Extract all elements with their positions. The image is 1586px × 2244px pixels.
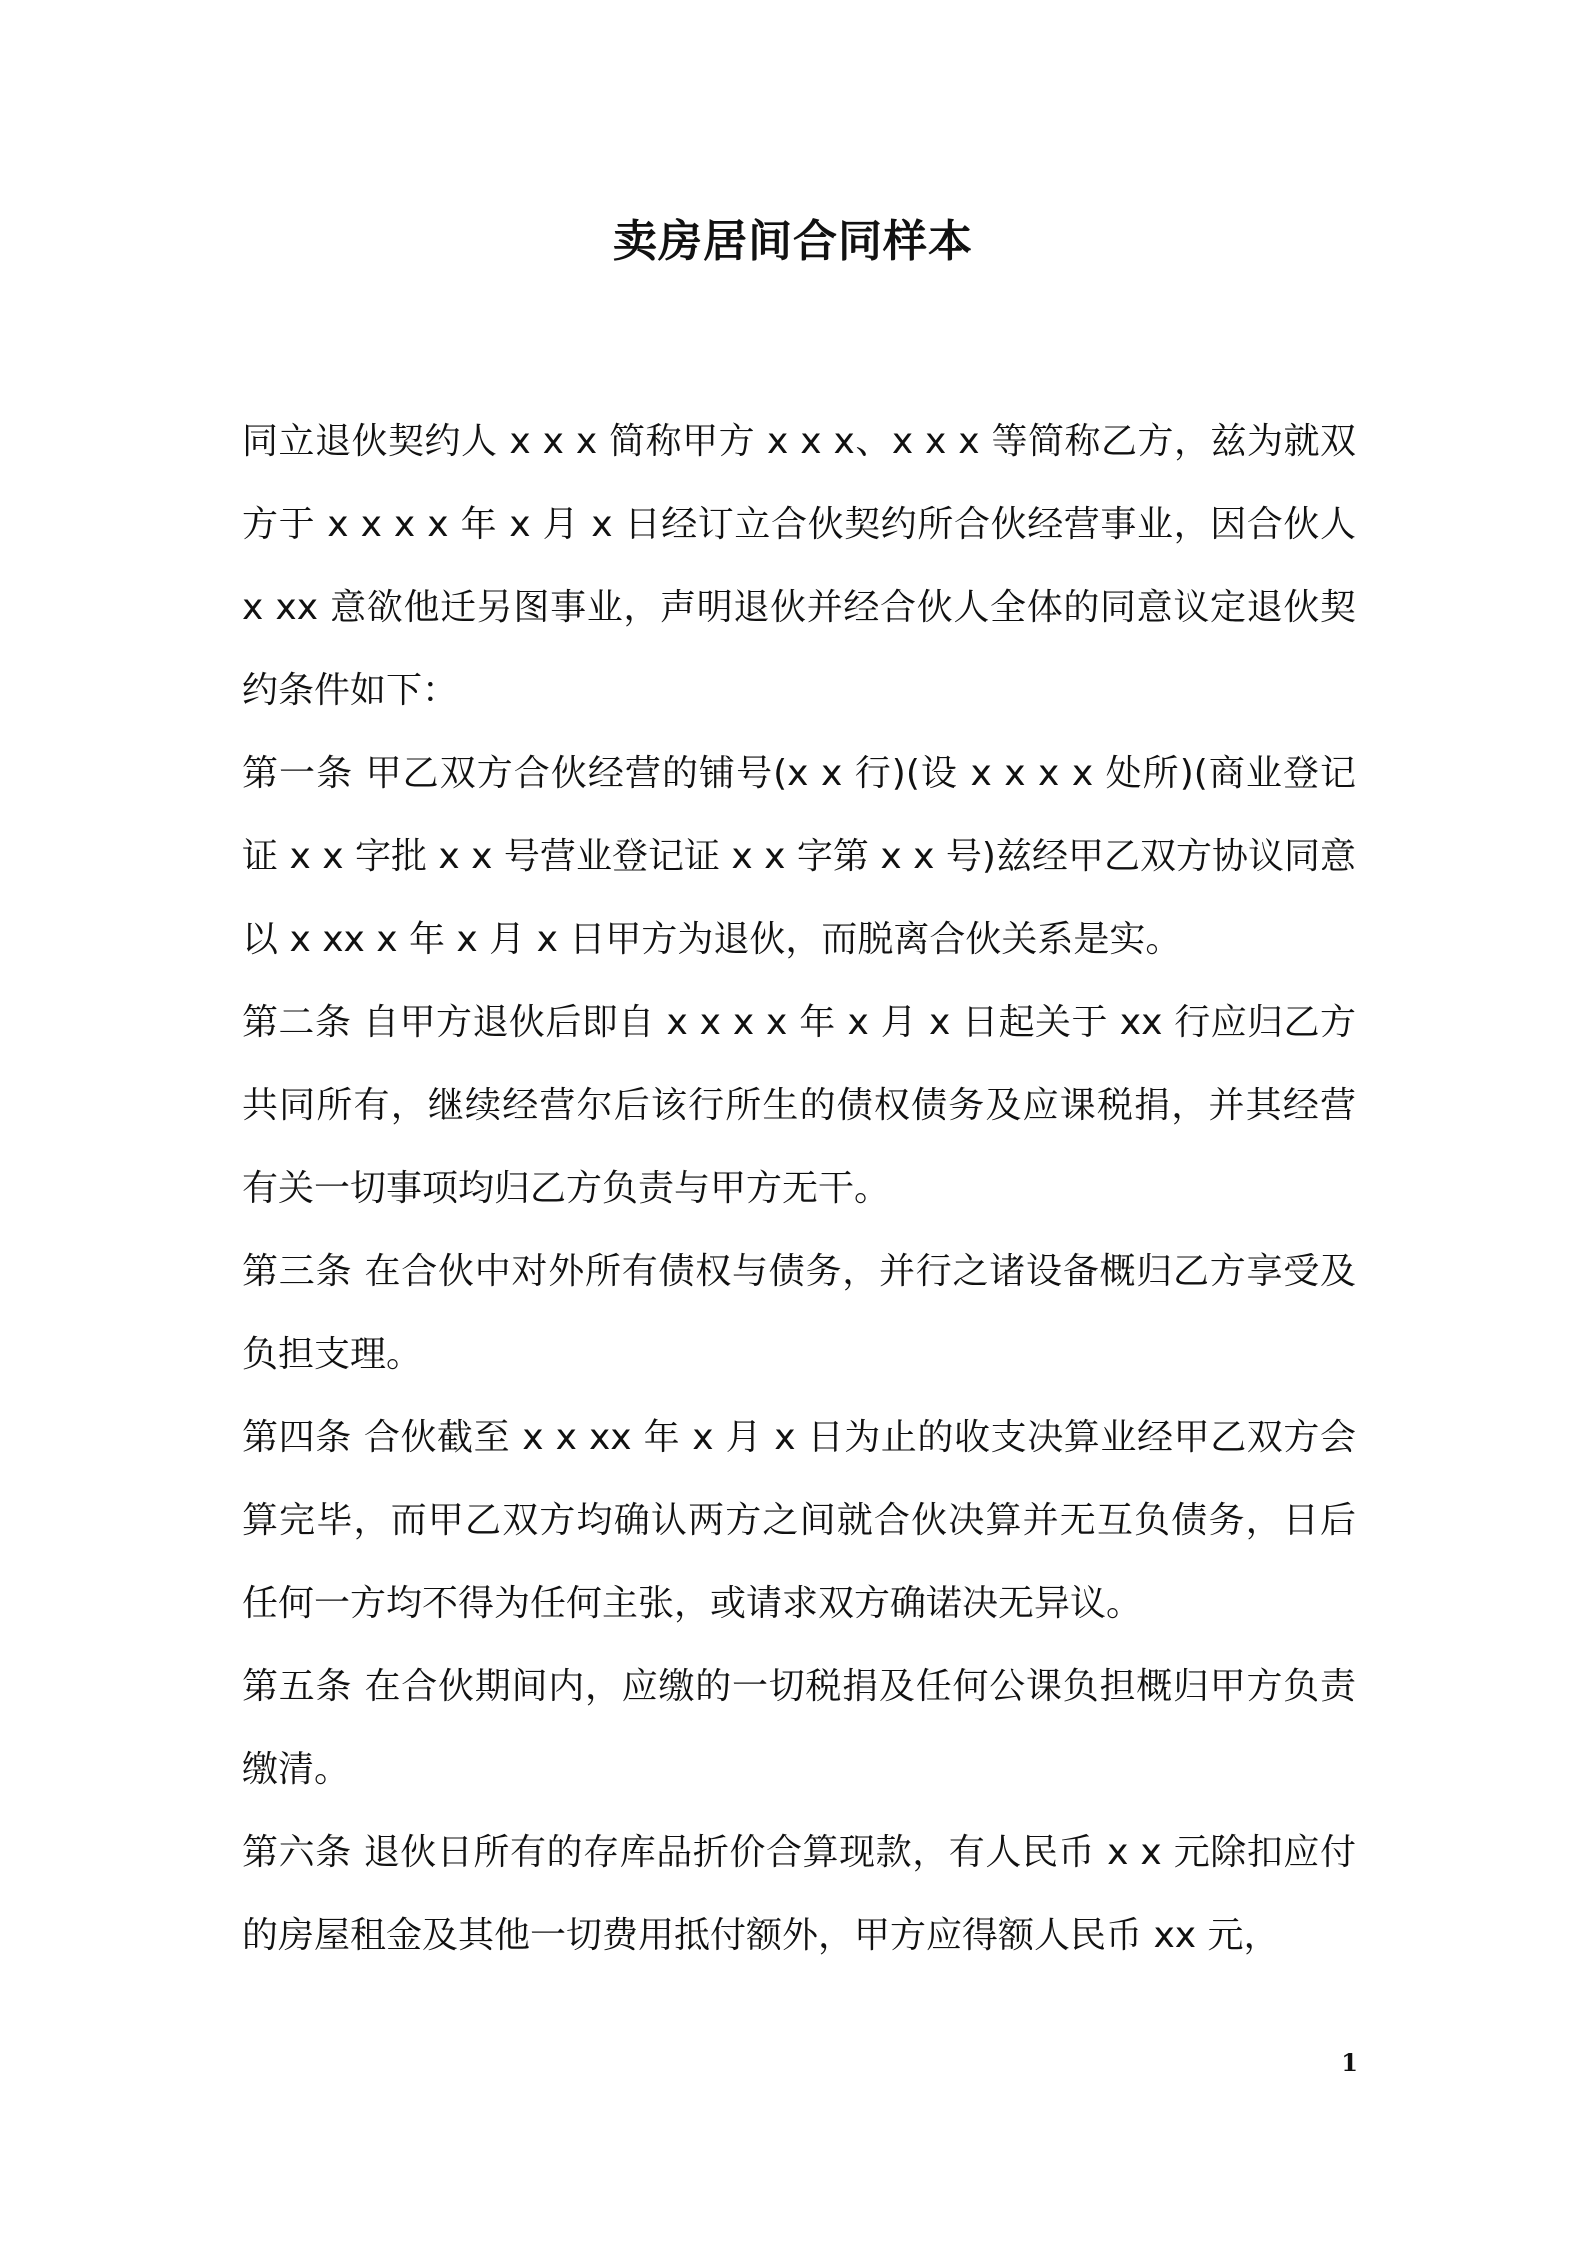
document-body [242, 400, 1356, 1977]
intro-paragraph: 同立退伙契约人 x x x 简称甲方 x x x、x x x 等简称乙方，兹为就双方于 x x x x 年 x 月 x 日经订立合伙契约所合伙经营事业，因合伙人 x xx 意欲他迁另图事业，声明退伙并经合伙人全体的同意议定退伙契约条件如下： [242, 421, 1356, 711]
clause-4-paragraph: 第四条 合伙截至 x x xx 年 x 月 x 日为止的收支决算业经甲乙双方会算完毕，而甲乙双方均确认两方之间就合伙决算并无互负债务，日后任何一方均不得为任何主张，或请求双方确诺决无异议。 [242, 1417, 1356, 1624]
clause-2-paragraph: 第二条 自甲方退伙后即自 x x x x 年 x 月 x 日起关于 xx 行应归乙方共同所有，继续经营尔后该行所生的债权债务及应课税捐，并其经营有关一切事项均归乙方负责与甲方无干。 [242, 1002, 1356, 1209]
clause-5-paragraph: 第五条 在合伙期间内，应缴的一切税捐及任何公课负担概归甲方负责缴清。 [242, 1666, 1356, 1790]
page-number: 1 [1341, 2048, 1358, 2077]
document-title: 卖房居间合同样本 [613, 216, 973, 267]
clause-3-paragraph: 第三条 在合伙中对外所有债权与债务，并行之诸设备概归乙方享受及负担支理。 [242, 1251, 1356, 1375]
clause-6-paragraph: 第六条 退伙日所有的存库品折价合算现款，有人民币 x x 元除扣应付的房屋租金及其他一切费用抵付额外，甲方应得额人民币 xx 元， [242, 1832, 1356, 1956]
clause-1-paragraph: 第一条 甲乙双方合伙经营的铺号(x x 行)(设 x x x x 处所)(商业登记证 x x 字批 x x 号营业登记证 x x 字第 x x 号)兹经甲乙双方协议同意以 x xx x 年 x 月 x 日甲方为退伙，而脱离合伙关系是实。 [242, 753, 1356, 960]
